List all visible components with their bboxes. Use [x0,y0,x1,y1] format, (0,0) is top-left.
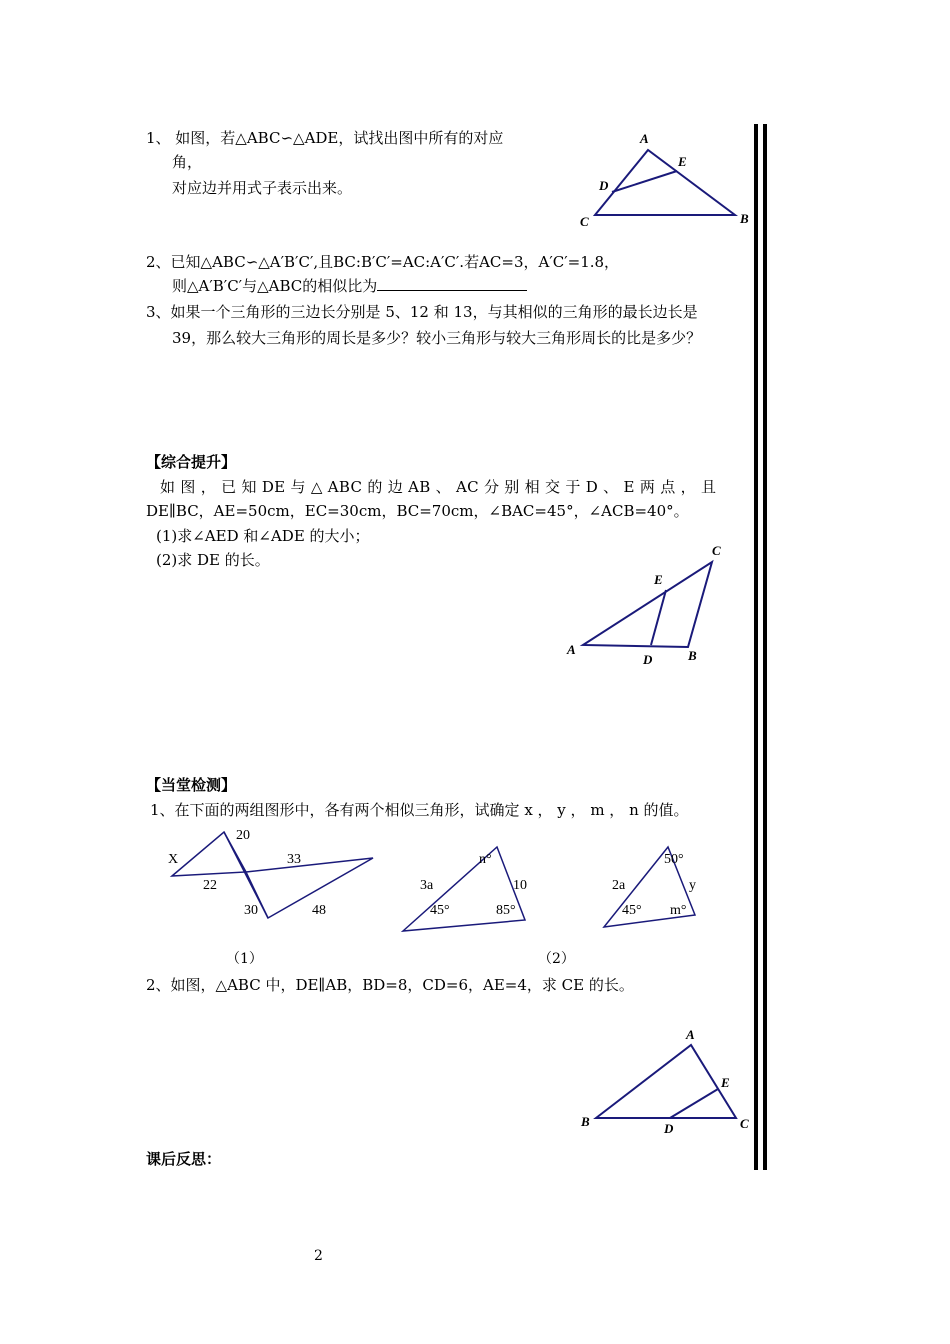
zonghe-line1: 如 图 ， 已 知 DE 与 △ ABC 的 边 AB 、 AC 分 别 相 交 于 D 、 E 两 点 ， 且 [160,478,717,496]
fig2a-label-10: 10 [513,878,527,893]
q1-line3: 对应边并用式子表示出来。 [172,179,353,197]
fig2b-label-y: y [689,878,696,893]
label-e-2: E [654,572,663,587]
label-b-3: B [581,1114,590,1129]
label-a-3: A [686,1027,695,1042]
label-a: A [640,131,649,146]
q3-line2: 39，那么较大三角形的周长是多少？较小三角形与较大三角形周长的比是多少？ [172,329,702,347]
fig2a-label-n: n° [479,852,492,867]
zonghe-line2: DE∥BC，AE=50cm，EC=30cm，BC=70cm，∠BAC=45°，∠ACB=40°。 [146,502,689,520]
zonghe-sub2: (2)求 DE 的长。 [156,551,270,569]
reflection-heading: 课后反思： [146,1150,222,1168]
q2-line1: 2、已知△ABC∽△A′B′C′,且BC:B′C′=AC:A′C′.若AC=3，A′C′=1.8， [146,253,620,271]
label-c-3: C [740,1116,749,1131]
zonghe-sub1: (1)求∠AED 和∠ADE 的大小； [156,527,370,545]
fig1-caption: （1） [226,951,263,967]
q1-line1: 1、 如图，若△ABC∽△ADE，试找出图中所有的对应 [146,129,504,147]
label-b: B [740,211,749,226]
label-a-2: A [567,642,576,657]
fig2a-label-85: 85° [496,903,516,918]
q3-line1: 3、如果一个三角形的三边长分别是 5、12 和 13，与其相似的三角形的最长边长是 [146,303,698,321]
fig1-label-20: 20 [236,828,250,843]
fig1-label-x: X [168,852,179,867]
fig2b-label-2a: 2a [612,878,626,893]
fig2b-label-50: 50° [664,852,684,867]
dangtang-q1: 1、在下面的两组图形中，各有两个相似三角形，试确定 x ， y ， m ， n 的值。 [150,801,689,819]
page-number: 2 [314,1248,323,1264]
fig1-label-30: 30 [244,903,258,918]
fig2-caption: （2） [538,951,575,967]
label-c-2: C [712,543,721,558]
label-d-3: D [664,1121,674,1136]
label-c: C [580,214,589,229]
fig1-label-22: 22 [203,878,217,893]
triangle-abc-3 [596,1045,736,1118]
label-d: D [599,178,609,193]
fig1-label-33: 33 [287,852,301,867]
label-e: E [678,154,687,169]
fig1-label-48: 48 [312,903,326,918]
q1-line2: 角， [172,153,203,171]
fig2a-label-45: 45° [430,903,450,918]
section-heading-zonghe: 【综合提升】 [146,453,237,471]
fig2b-label-45: 45° [622,903,642,918]
q2-line2: 则△A′B′C′与△ABC的相似比为 [172,277,378,295]
label-e-3: E [721,1075,730,1090]
section-heading-dangtang: 【当堂检测】 [146,776,237,794]
fig2a-label-3a: 3a [420,878,434,893]
label-d-2: D [643,652,653,667]
segment-de-3 [670,1089,718,1118]
dangtang-q2: 2、如图，△ABC 中，DE∥AB，BD=8，CD=6，AE=4，求 CE 的长。 [146,976,634,994]
label-b-2: B [688,648,697,663]
fig2b-label-m: m° [670,903,687,918]
